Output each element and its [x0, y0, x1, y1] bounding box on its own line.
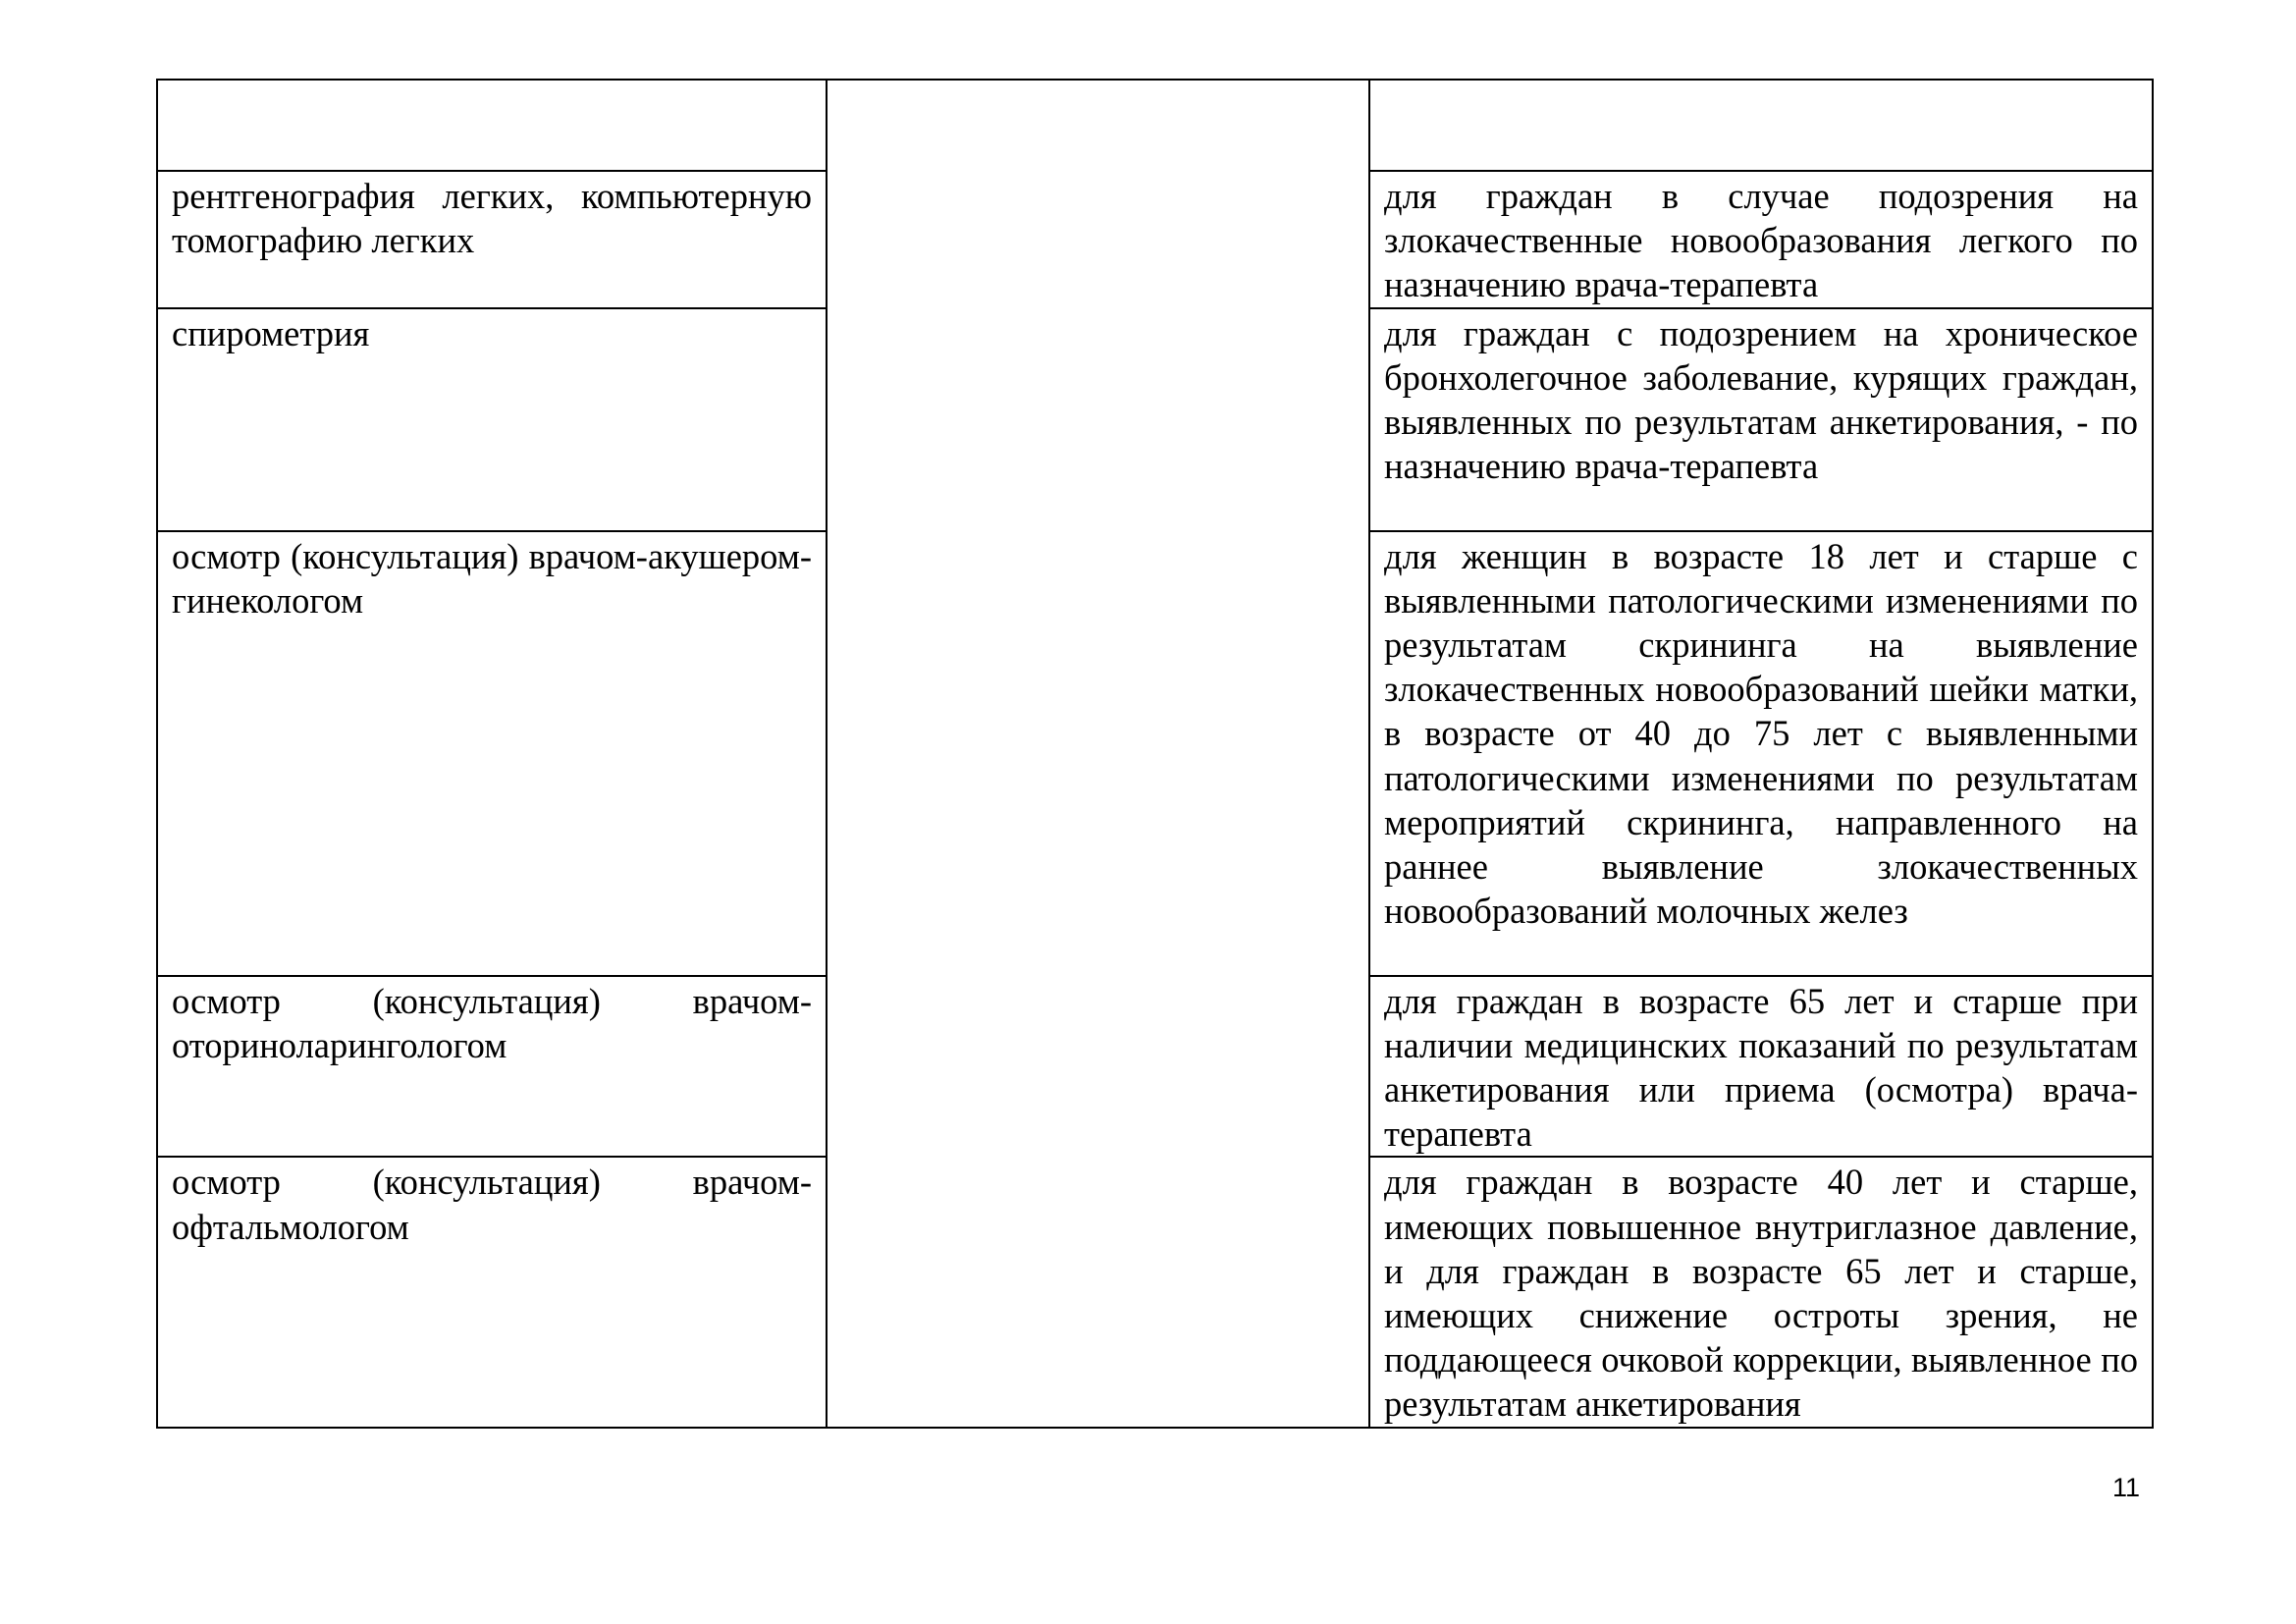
- examination-cell: [157, 308, 827, 531]
- table-row: [157, 80, 2153, 171]
- examination-text: рентгенография легких, компьютерную томографию легких: [172, 176, 812, 261]
- condition-cell: [1369, 531, 2153, 976]
- condition-text: для граждан в возрасте 40 лет и старше, имеющих повышенное внутриглазное давление, и для граждан в возрасте 65 лет и старше, имеющих снижение остроты зрения, не поддающееся очковой коррекции, выявленное по результатам анкетирования: [1384, 1162, 2138, 1425]
- examination-text: спирометрия: [172, 312, 370, 353]
- examination-cell: [157, 976, 827, 1158]
- merged-middle-cell: [827, 80, 1369, 1428]
- condition-cell: [1369, 171, 2153, 308]
- condition-text: для граждан в возрасте 65 лет и старше при наличии медицинских показаний по результатам анкетирования или приема (осмотра) врача-терапевта: [1384, 980, 2138, 1155]
- examination-text: осмотр (консультация) врачом-офтальмологом: [172, 1162, 812, 1247]
- examinations-table: [156, 79, 2154, 1429]
- examination-cell: [157, 1157, 827, 1427]
- condition-text: для женщин в возрасте 18 лет и старше с выявленными патологическими изменениями по результатам скрининга на выявление злокачественных новообразований шейки матки, в возрасте от 40 до 75 лет с выявленными патологическими изменениями по результатам мероприятий скрининга, направленного на раннее выявление злокачественных новообразований молочных желез: [1384, 535, 2138, 932]
- examination-text: осмотр (консультация) врачом-оториноларингологом: [172, 980, 812, 1065]
- examination-cell: [157, 171, 827, 308]
- examination-cell: [157, 531, 827, 976]
- examination-cell: [157, 80, 827, 171]
- condition-cell: [1369, 976, 2153, 1158]
- condition-cell: [1369, 1157, 2153, 1427]
- condition-text: для граждан в случае подозрения на злокачественные новообразования легкого по назначению врача-терапевта: [1384, 176, 2138, 305]
- examination-text: осмотр (консультация) врачом-акушером-гинекологом: [172, 535, 812, 621]
- condition-cell: [1369, 308, 2153, 531]
- condition-text: для граждан с подозрением на хроническое бронхолегочное заболевание, курящих граждан, выявленных по результатам анкетирования, - по назначению врача-терапевта: [1384, 312, 2138, 487]
- page-number: 11: [2111, 1473, 2140, 1502]
- condition-cell: [1369, 80, 2153, 171]
